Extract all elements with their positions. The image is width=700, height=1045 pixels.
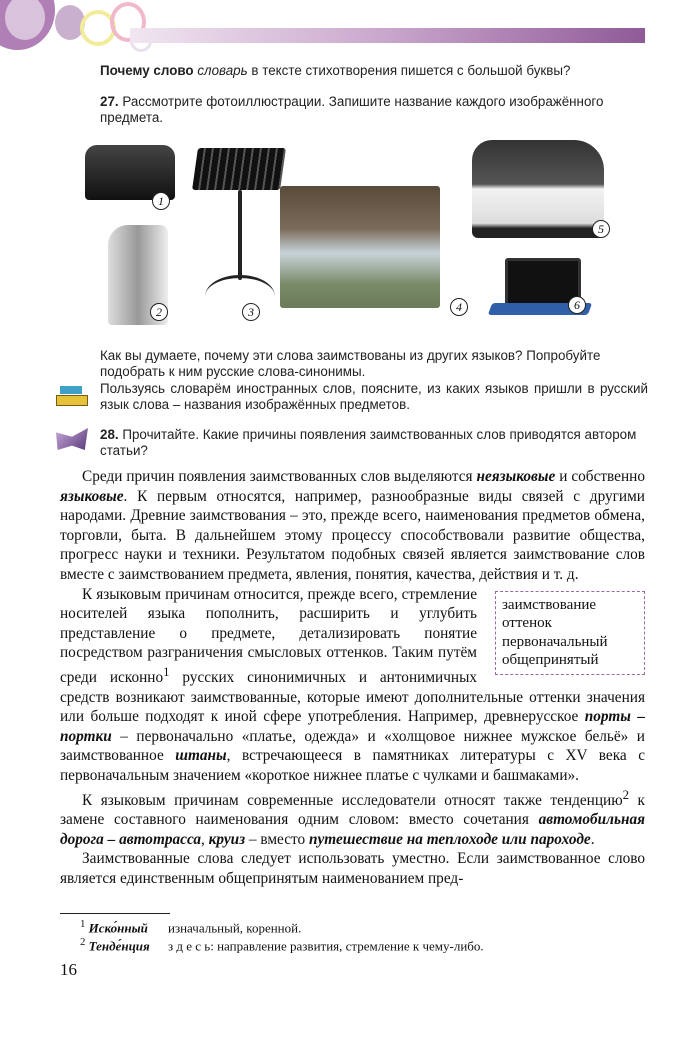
fountain-photo bbox=[280, 186, 440, 308]
text-segment: к замене составного наименования одним словом: вместо сочетания bbox=[60, 791, 645, 829]
text-segment: и собственно bbox=[555, 468, 645, 485]
emphasized-term: путешествие на теплоходе или пароходе bbox=[308, 830, 591, 848]
photo-number: 1 bbox=[152, 192, 170, 210]
header-band bbox=[130, 28, 645, 43]
vocabulary-word: оттенок bbox=[502, 615, 552, 632]
footnote-1: $^1$ Иско́нный изначальный, коренной. bbox=[80, 918, 302, 936]
text-segment: – первоначально «платье, одежда» и «холщовое нижнее мужское бельё» и заимствованное bbox=[60, 727, 645, 765]
text-segment: К языковым причинам относится, прежде всего, стремление носителей языка пополнить, расширить и углубить представление о предмете, детализировать понятие посредством разграничения смысловых оттенков. Таким путём среди исконно bbox=[60, 585, 477, 687]
photo-number: 3 bbox=[242, 303, 260, 321]
question-capital-letter: Почему слово словарь в тексте стихотворения пишется с большой буквы? bbox=[100, 63, 571, 78]
footnote-2: $^2$ Тенде́нция з д е с ь: направление развития, стремление к чему-либо. bbox=[80, 936, 484, 954]
emphasized-term: порты – портки bbox=[60, 708, 645, 745]
article-text bbox=[60, 467, 645, 889]
emphasized-term: круиз bbox=[208, 830, 246, 848]
page-number: 16 bbox=[60, 960, 77, 979]
article-paragraph bbox=[60, 467, 645, 585]
footnote-ref: 1 bbox=[163, 664, 170, 679]
emphasized-term: штаны bbox=[175, 747, 227, 765]
text-segment: Среди причин появления заимствованных слов выделяются bbox=[82, 468, 477, 485]
text-segment: Заимствованные слова следует использовать уместно. Если заимствованное слово является единственным общепринятым наименованием пред- bbox=[60, 850, 645, 888]
open-book-icon bbox=[56, 428, 88, 450]
vocabulary-box bbox=[495, 591, 645, 675]
vocabulary-word: общепринятый bbox=[502, 652, 599, 669]
question-borrowed-words: Как вы думаете, почему эти слова заимствованы из других языков? Попробуйте подобрать к ним русские слова-синонимы. bbox=[100, 348, 601, 379]
text-segment: , bbox=[200, 830, 209, 848]
task-28: 28. Прочитайте. Какие причины появления заимствованных слов приводятся автором статьи? bbox=[100, 427, 637, 458]
task-27: 27. Рассмотрите фотоиллюстрации. Запишите название каждого изображённого предмета. bbox=[100, 94, 604, 125]
text-segment: – вместо bbox=[245, 830, 309, 848]
footnote-ref: 2 bbox=[622, 787, 630, 802]
vocabulary-word: заимствование bbox=[502, 596, 597, 613]
footnote-divider bbox=[60, 913, 170, 914]
emphasized-term: языковые bbox=[60, 487, 124, 505]
text-segment: . К первым относятся, например, разнообразные виды связей с другими народами. Древние заимствования – это, прежде всего, наименования предметов обмена, торговли, быта. В дальнейшем этому процессу способствовали развитие общества, прогресс науки и техники. Результатом подобных связей является заимствование слов вместе с заимствованием предмета, явления, понятия, качества, действия и т. д. bbox=[60, 487, 645, 583]
text-segment: К языковым причинам современные исследователи относят также тенденцию bbox=[82, 791, 623, 809]
photo-number: 4 bbox=[450, 298, 468, 316]
vocabulary-word: первоначальный bbox=[502, 633, 608, 650]
photo-number: 6 bbox=[568, 296, 586, 314]
bus-photo bbox=[472, 140, 604, 238]
article-paragraph bbox=[60, 849, 645, 888]
photo-number: 2 bbox=[150, 303, 168, 321]
books-icon bbox=[56, 386, 88, 406]
article-paragraph bbox=[60, 786, 645, 850]
text-segment: , встречающееся в памятниках литературы с XV века с первоначальным значением «короткое нижнее платье с чулками и башмаками». bbox=[60, 747, 645, 784]
text-segment: русских синонимичных и антонимичных средств возникают заимствованные, которые имеют дополнительные оттенки значения или больше подходят к иной сфере употребления. Например, древнерусское bbox=[60, 669, 645, 726]
photo-number: 5 bbox=[592, 220, 610, 238]
text-segment: . bbox=[590, 830, 595, 848]
emphasized-term: автомобильная дорога – автотрасса bbox=[60, 811, 645, 848]
emphasized-term: неязыковые bbox=[476, 468, 556, 485]
dictionary-task: Пользуясь словарём иностранных слов, поясните, из каких языков пришли в русский язык слова – названия изображённых предметов. bbox=[100, 381, 648, 412]
